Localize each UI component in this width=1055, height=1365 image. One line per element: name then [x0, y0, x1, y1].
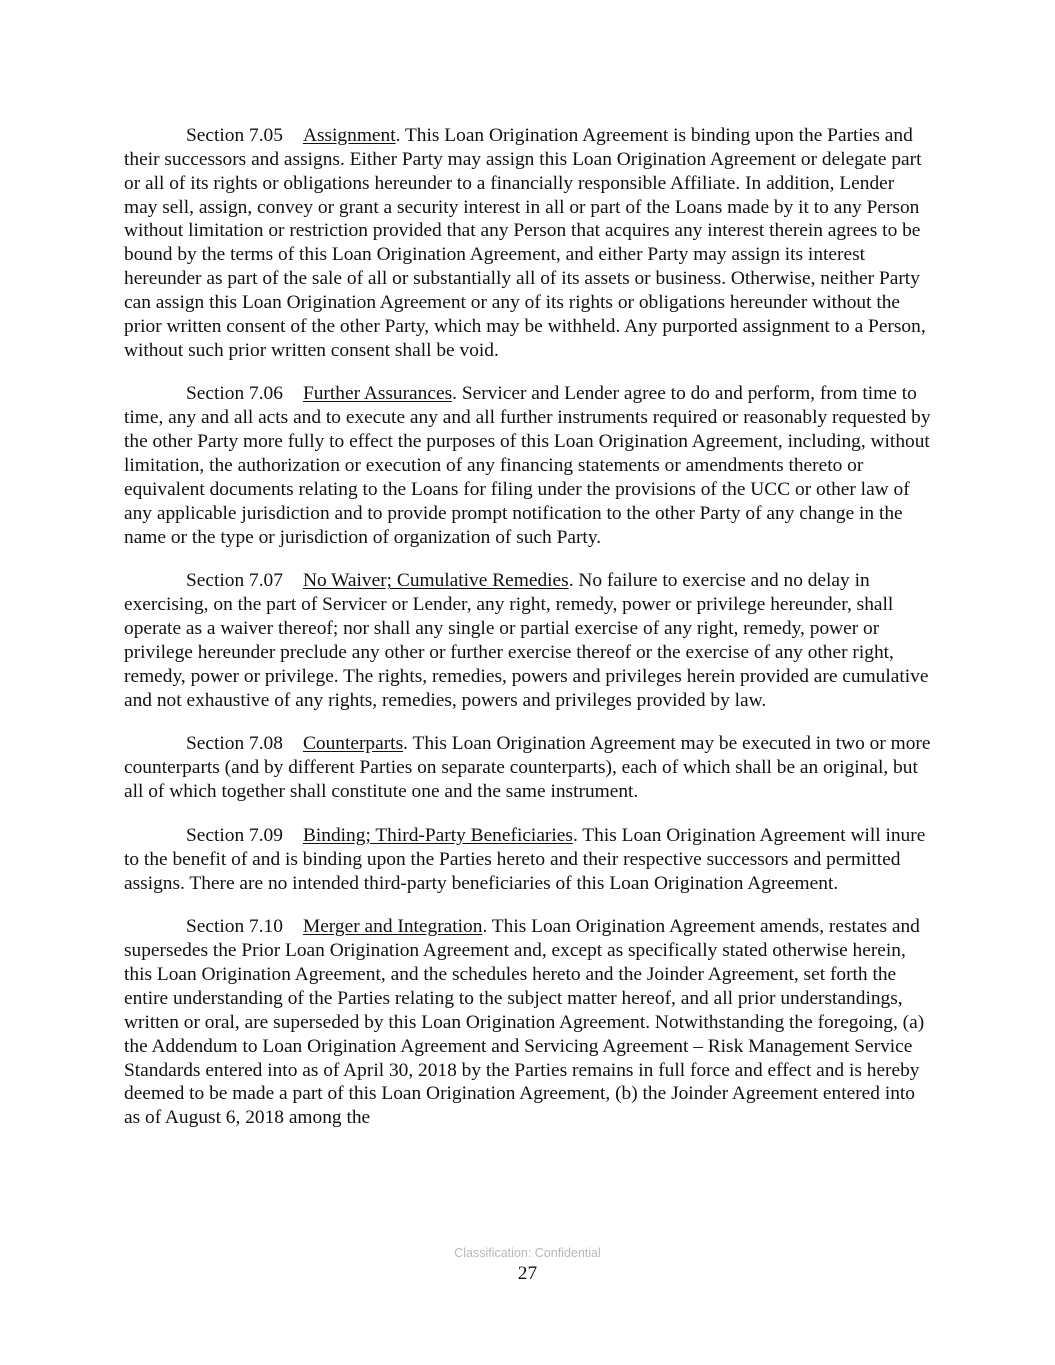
section-text: . Servicer and Lender agree to do and perform, from time to time, any and all acts and to execute any and all further instruments required or reasonably requested by the other Party more fully to effect the purposes of this Loan Origination Agreement, including, without limitation, the authorization or execution of any financing statements or amendments thereto or equivalent documents relating to the Loans for filing under the provisions of the UCC or other law of any applicable jurisdiction and to provide prompt notification to the other Party of any change in the name or the type or jurisdiction of organization of such Party.	[124, 383, 931, 548]
classification-label: Classification: Confidential	[454, 1246, 601, 1260]
section-number: Section 7.07	[186, 570, 283, 592]
section-7-06	[124, 382, 932, 549]
page-number: 27	[517, 1263, 538, 1284]
section-heading: No Waiver; Cumulative Remedies	[302, 570, 569, 592]
section-heading: Merger and Integration	[302, 916, 483, 938]
section-7-05	[124, 124, 932, 362]
section-7-08	[124, 732, 932, 804]
section-number: Section 7.09	[186, 824, 283, 846]
section-7-09	[124, 824, 932, 896]
section-text: . This Loan Origination Agreement may be executed in two or more counterparts (and by different Parties on separate counterparts), each of which shall be an original, but all of which together shall constitute one and the same instrument.	[124, 733, 931, 803]
section-number: Section 7.05	[186, 125, 283, 146]
section-7-07	[124, 569, 932, 712]
section-text: . No failure to exercise and no delay in exercising, on the part of Servicer or Lender, any right, remedy, power or privilege hereunder, shall operate as a waiver thereof; nor shall any single or partial exercise of any right, remedy, power or privilege hereunder preclude any other or further exercise thereof or the exercise of any other right, remedy, power or privilege. The rights, remedies, powers and privileges herein provided are cumulative and not exhaustive of any rights, remedies, powers and privileges provided by law.	[124, 570, 929, 711]
section-heading: Assignment	[302, 125, 396, 146]
section-number: Section 7.10	[186, 916, 283, 938]
section-text: . This Loan Origination Agreement is binding upon the Parties and their successors and assigns. Either Party may assign this Loan Origination Agreement or delegate part or all of its rights or obligations hereunder to a financially responsible Affiliate. In addition, Lender may sell, assign, convey or grant a security interest in all or part of the Loans made by it to any Person without limitation or restriction provided that any Person that acquires any interest therein agrees to be bound by the terms of this Loan Origination Agreement, and either Party may assign its interest hereunder as part of the sale of all or substantially all of its assets or business. Otherwise, neither Party can assign this Loan Origination Agreement or any of its rights or obligations hereunder without the prior written consent of the other Party, which may be withheld. Any purported assignment to a Person, without such prior written consent shall be void.	[124, 125, 926, 361]
section-text: . This Loan Origination Agreement will inure to the benefit of and is binding upon the Parties hereto and their respective successors and permitted assigns. There are no intended third-party beneficiaries of this Loan Origination Agreement.	[124, 824, 926, 894]
section-7-10	[124, 915, 932, 1130]
section-heading: Binding; Third-Party Beneficiaries	[302, 824, 573, 846]
section-number: Section 7.08	[186, 733, 283, 755]
section-heading: Counterparts	[302, 733, 404, 755]
section-text: . This Loan Origination Agreement amends, restates and supersedes the Prior Loan Origination Agreement and, except as specifically stated otherwise herein, this Loan Origination Agreement, and the schedules hereto and the Joinder Agreement, set forth the entire understanding of the Parties relating to the subject matter hereof, and all prior understandings, written or oral, are superseded by this Loan Origination Agreement. Notwithstanding the foregoing, (a) the Addendum to Loan Origination Agreement and Servicing Agreement – Risk Management Service Standards entered into as of April 30, 2018 by the Parties remains in full force and effect and is hereby deemed to be made a part of this Loan Origination Agreement, (b) the Joinder Agreement entered into as of August 6, 2018 among the	[124, 916, 925, 1129]
document-body	[124, 124, 932, 1150]
section-number: Section 7.06	[186, 383, 283, 405]
section-heading: Further Assurances	[302, 383, 453, 405]
